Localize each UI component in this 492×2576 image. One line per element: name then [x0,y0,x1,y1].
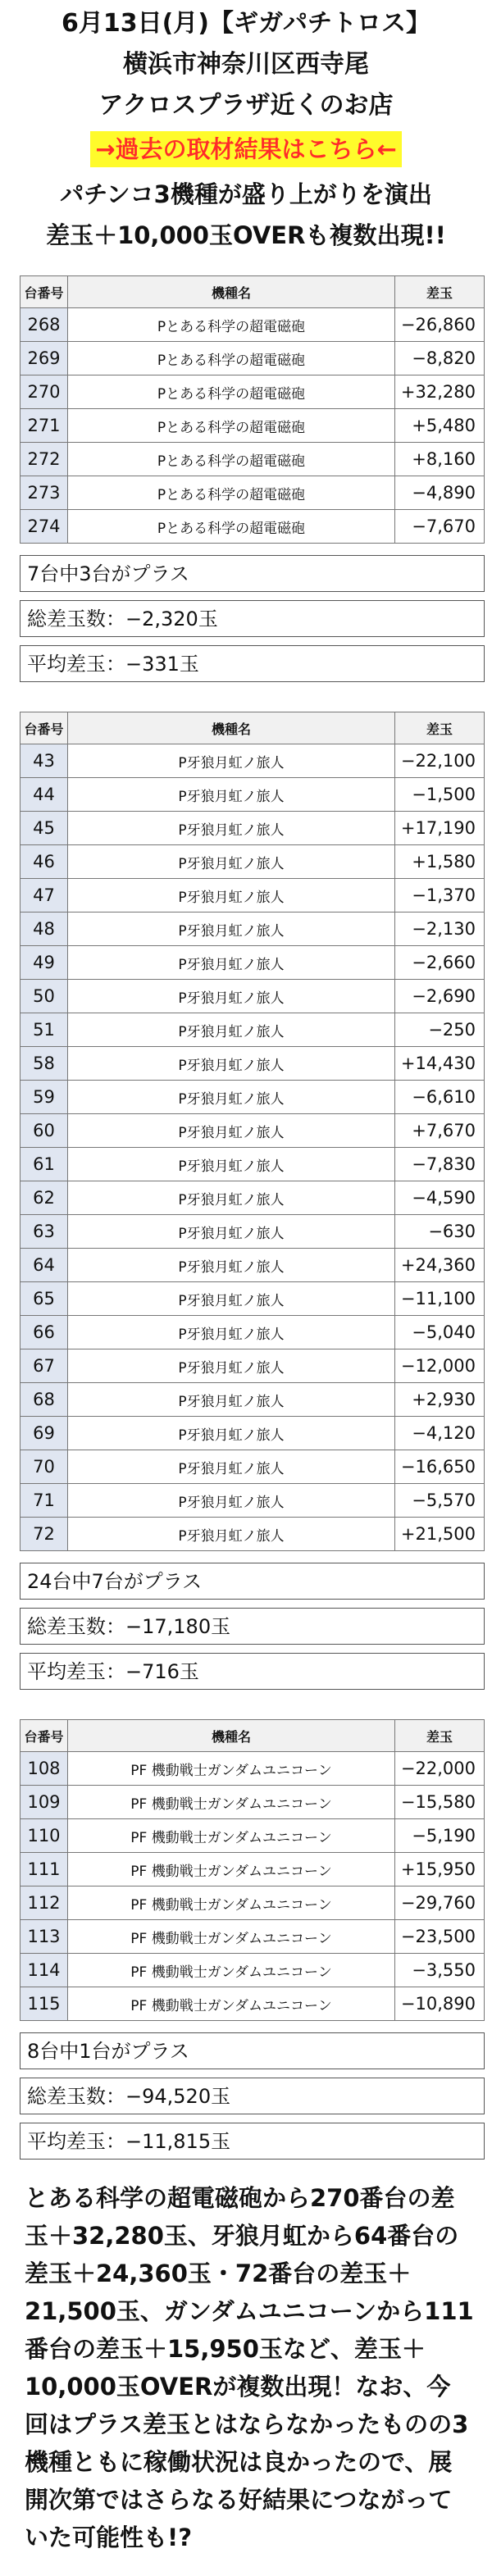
machine-name: PF 機動戦士ガンダムユニコーン [68,1987,395,2021]
table-row [20,1786,485,1819]
ball-diff: −4,890 [395,476,485,510]
ball-diff: −12,000 [395,1349,485,1383]
ball-diff: +2,930 [395,1383,485,1417]
machine-number: 50 [20,980,68,1013]
header-store: アクロスプラザ近くのお店 [98,91,394,120]
machine-name: PF 機動戦士ガンダムユニコーン [68,1752,395,1786]
ball-diff: −250 [395,1013,485,1047]
machine-number: 45 [20,812,68,845]
machine-number: 271 [20,409,68,443]
table-row [20,1886,485,1920]
machine-name: P牙狼月虹ノ旅人 [68,744,395,778]
summary-total-diff: 総差玉数：−94,520玉 [20,2078,485,2114]
ball-diff: +1,580 [395,845,485,879]
col-header-no: 台番号 [20,1720,68,1752]
machine-name: P牙狼月虹ノ旅人 [68,845,395,879]
ball-diff: −1,370 [395,879,485,913]
ball-diff: +17,190 [395,812,485,845]
table-row [20,812,485,845]
machine-name: P牙狼月虹ノ旅人 [68,946,395,980]
machine-number: 115 [20,1987,68,2021]
machine-number: 60 [20,1114,68,1148]
ball-diff: −5,190 [395,1819,485,1853]
machine-name: PF 機動戦士ガンダムユニコーン [68,1920,395,1954]
machine-number: 49 [20,946,68,980]
machine-name: P牙狼月虹ノ旅人 [68,1349,395,1383]
table-header-row [20,712,485,744]
ball-diff: −1,500 [395,778,485,812]
machine-number: 58 [20,1047,68,1081]
table-row [20,744,485,778]
machine-number: 43 [20,744,68,778]
machine-number: 63 [20,1215,68,1249]
ball-diff: −4,120 [395,1417,485,1450]
table-row [20,409,485,443]
machine-name: P牙狼月虹ノ旅人 [68,1215,395,1249]
summary-plus-count: 7台中3台がプラス [20,555,485,592]
ball-diff: −11,100 [395,1282,485,1316]
machine-number: 59 [20,1081,68,1114]
col-header-name: 機種名 [68,1720,395,1752]
ball-diff: +7,670 [395,1114,485,1148]
ball-diff: +8,160 [395,443,485,476]
col-header-value: 差玉 [395,1720,485,1752]
ball-diff: −7,670 [395,510,485,544]
table-row [20,1316,485,1349]
machine-name: Pとある科学の超電磁砲 [68,308,395,342]
machine-name: PF 機動戦士ガンダムユニコーン [68,1886,395,1920]
machine-number: 71 [20,1484,68,1518]
lead-line-2: 差玉＋10,000玉OVERも複数出現!! [46,221,446,249]
machine-name: P牙狼月虹ノ旅人 [68,812,395,845]
ball-diff: −7,830 [395,1148,485,1181]
table-row [20,1920,485,1954]
machine-number: 72 [20,1518,68,1551]
machine-number: 47 [20,879,68,913]
machine-name: PF 機動戦士ガンダムユニコーン [68,1954,395,1987]
table-row [20,1954,485,1987]
machine-number: 51 [20,1013,68,1047]
table-row [20,845,485,879]
col-header-no: 台番号 [20,276,68,308]
table-row [20,308,485,342]
ball-diff: −630 [395,1215,485,1249]
table-row [20,510,485,544]
article-header [0,0,492,126]
machine-number: 268 [20,308,68,342]
machine-number: 114 [20,1954,68,1987]
summary-plus-count: 24台中7台がプラス [20,1563,485,1600]
machine-name: P牙狼月虹ノ旅人 [68,1249,395,1282]
ball-diff: +14,430 [395,1047,485,1081]
section-garo [0,712,492,1690]
col-header-name: 機種名 [68,712,395,744]
machine-name: P牙狼月虹ノ旅人 [68,1518,395,1551]
ball-diff: +21,500 [395,1518,485,1551]
machine-number: 46 [20,845,68,879]
table-row [20,375,485,409]
machine-name: P牙狼月虹ノ旅人 [68,1181,395,1215]
machine-number: 65 [20,1282,68,1316]
table-header-row [20,276,485,308]
machine-name: P牙狼月虹ノ旅人 [68,1013,395,1047]
table-row [20,1450,485,1484]
col-header-value: 差玉 [395,276,485,308]
summary-average-diff: 平均差玉：−331玉 [20,645,485,682]
summary-plus-count: 8台中1台がプラス [20,2032,485,2069]
ball-diff: +32,280 [395,375,485,409]
machine-name: P牙狼月虹ノ旅人 [68,980,395,1013]
machine-number: 112 [20,1886,68,1920]
table-row [20,1518,485,1551]
machine-number: 44 [20,778,68,812]
closing-paragraph [0,2160,492,2576]
machine-name: P牙狼月虹ノ旅人 [68,1282,395,1316]
machine-name: P牙狼月虹ノ旅人 [68,778,395,812]
machine-name: Pとある科学の超電磁砲 [68,443,395,476]
machine-number: 111 [20,1853,68,1886]
summary-total-diff: 総差玉数：−2,320玉 [20,600,485,637]
table-row [20,1249,485,1282]
table-row [20,476,485,510]
machine-name: P牙狼月虹ノ旅人 [68,1383,395,1417]
ball-diff: −26,860 [395,308,485,342]
machine-name: PF 機動戦士ガンダムユニコーン [68,1853,395,1886]
lead-line-1: パチンコ3機種が盛り上がりを演出 [60,180,432,208]
ball-diff: −23,500 [395,1920,485,1954]
machine-number: 109 [20,1786,68,1819]
table-row [20,1282,485,1316]
closing-text: とある科学の超電磁砲から270番台の差玉＋32,280玉、牙狼月虹から64番台の差玉＋24,360玉・72番台の差玉＋21,500玉、ガンダムユニコーンから111番台の差玉＋15,950玉など、差玉＋10,000玉OVERが複数出現！なお、今回はプラス差玉とはならなかったものの3機種ともに稼働状況は良かったので、展開次第ではさらなる好結果につながっていた可能性も!? [25,2184,474,2551]
ball-diff: −6,610 [395,1081,485,1114]
ball-diff: −8,820 [395,342,485,375]
machine-number: 108 [20,1752,68,1786]
table-row [20,946,485,980]
machine-name: P牙狼月虹ノ旅人 [68,1081,395,1114]
banner-wrap [0,131,492,167]
table-row [20,1181,485,1215]
lead [0,174,492,256]
ball-diff: −5,040 [395,1316,485,1349]
machine-name: P牙狼月虹ノ旅人 [68,913,395,946]
table-row [20,342,485,375]
table-row [20,1349,485,1383]
past-results-link[interactable]: →過去の取材結果はこちら← [90,131,402,167]
section-gundam-unicorn [0,1719,492,2160]
section-railgun [0,275,492,682]
machine-name: P牙狼月虹ノ旅人 [68,879,395,913]
machine-name: PF 機動戦士ガンダムユニコーン [68,1786,395,1819]
ball-diff: −4,590 [395,1181,485,1215]
machine-number: 274 [20,510,68,544]
machine-number: 113 [20,1920,68,1954]
ball-diff: −3,550 [395,1954,485,1987]
machine-number: 48 [20,913,68,946]
ball-diff: −2,660 [395,946,485,980]
ball-diff: +5,480 [395,409,485,443]
machine-name: Pとある科学の超電磁砲 [68,409,395,443]
ball-diff: −29,760 [395,1886,485,1920]
machine-name: P牙狼月虹ノ旅人 [68,1316,395,1349]
machine-number: 69 [20,1417,68,1450]
machine-name: Pとある科学の超電磁砲 [68,375,395,409]
machine-number: 68 [20,1383,68,1417]
table-row [20,1987,485,2021]
col-header-name: 機種名 [68,276,395,308]
table-row [20,443,485,476]
ball-diff: −15,580 [395,1786,485,1819]
ball-diff: −16,650 [395,1450,485,1484]
header-location: 横浜市神奈川区西寺尾 [123,50,369,79]
table-row [20,980,485,1013]
table-row [20,879,485,913]
table-row [20,1383,485,1417]
ball-diff: −2,690 [395,980,485,1013]
machine-name: Pとある科学の超電磁砲 [68,510,395,544]
table-row [20,1853,485,1886]
machine-name: P牙狼月虹ノ旅人 [68,1047,395,1081]
machine-number: 110 [20,1819,68,1853]
ball-diff: +24,360 [395,1249,485,1282]
table-row [20,1417,485,1450]
table-row [20,1114,485,1148]
machine-number: 70 [20,1450,68,1484]
results-table [20,275,485,544]
machine-name: P牙狼月虹ノ旅人 [68,1148,395,1181]
table-row [20,1752,485,1786]
machine-number: 67 [20,1349,68,1383]
summary-average-diff: 平均差玉：−716玉 [20,1653,485,1690]
table-row [20,1819,485,1853]
machine-name: P牙狼月虹ノ旅人 [68,1114,395,1148]
table-row [20,1484,485,1518]
machine-name: Pとある科学の超電磁砲 [68,342,395,375]
machine-number: 66 [20,1316,68,1349]
table-row [20,913,485,946]
results-table [20,1719,485,2021]
machine-name: P牙狼月虹ノ旅人 [68,1484,395,1518]
ball-diff: +15,950 [395,1853,485,1886]
machine-number: 62 [20,1181,68,1215]
col-header-no: 台番号 [20,712,68,744]
summary-average-diff: 平均差玉：−11,815玉 [20,2123,485,2160]
machine-name: Pとある科学の超電磁砲 [68,476,395,510]
ball-diff: −22,000 [395,1752,485,1786]
machine-name: P牙狼月虹ノ旅人 [68,1417,395,1450]
table-row [20,1148,485,1181]
ball-diff: −2,130 [395,913,485,946]
table-row [20,1013,485,1047]
table-row [20,1215,485,1249]
table-row [20,778,485,812]
machine-number: 270 [20,375,68,409]
machine-number: 269 [20,342,68,375]
machine-number: 272 [20,443,68,476]
col-header-value: 差玉 [395,712,485,744]
header-date-event: 6月13日(月)【ギガパチトロス】 [61,9,431,38]
machine-name: PF 機動戦士ガンダムユニコーン [68,1819,395,1853]
machine-number: 61 [20,1148,68,1181]
table-row [20,1047,485,1081]
machine-number: 64 [20,1249,68,1282]
table-row [20,1081,485,1114]
table-header-row [20,1720,485,1752]
summary-total-diff: 総差玉数：−17,180玉 [20,1608,485,1645]
ball-diff: −22,100 [395,744,485,778]
machine-name: P牙狼月虹ノ旅人 [68,1450,395,1484]
ball-diff: −5,570 [395,1484,485,1518]
results-table [20,712,485,1551]
ball-diff: −10,890 [395,1987,485,2021]
machine-number: 273 [20,476,68,510]
